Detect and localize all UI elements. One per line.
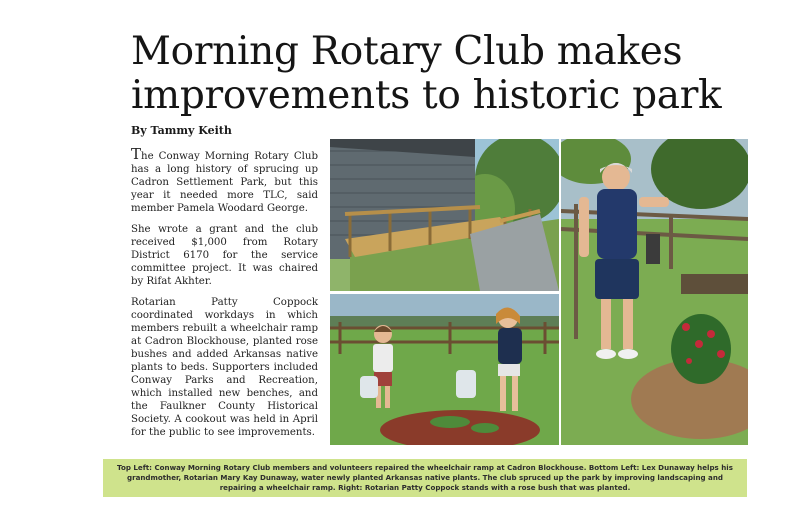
photo-rose-bush xyxy=(561,139,748,445)
article-body xyxy=(131,145,318,447)
photo-wheelchair-ramp xyxy=(330,139,559,291)
photo-watering-plants xyxy=(330,294,559,445)
article-paragraph: She wrote a grant and the club received $1,000 from Rotary District 6170 for the service committee project. It was chaired by Rifat Akhter. xyxy=(131,224,318,287)
article-headline: Morning Rotary Club makes improvements to historic park xyxy=(131,29,722,118)
article-paragraph: Rotarian Patty Coppock coordinated workdays in which members rebuilt a wheelchair ramp at Cadron Blockhouse, planted rose bushes and added Arkansas native plants to beds. Supporters included Conway Parks and Recreation, which installed new benches, and the Faulkner County Historical Society. A cookout was held in April for the public to see improvements. xyxy=(131,297,318,438)
article-paragraph: The Conway Morning Rotary Club has a long history of sprucing up Cadron Settlement Park, but this year it needed more TLC, said member Pamela Woodard George. xyxy=(131,145,318,214)
article-byline: By Tammy Keith xyxy=(131,124,232,137)
photo-caption: Top Left: Conway Morning Rotary Club members and volunteers repaired the wheelchair ramp at Cadron Blockhouse. Bottom Left: Lex Dunaway helps his grandmother, Rotarian Mary Kay Dunaway, water newly planted Arkansas native plants. The club spruced up the park by improving landscaping and repairing a wheelchair ramp. Right: Rotarian Patty Coppock stands with a rose bush that was planted. xyxy=(103,459,747,497)
